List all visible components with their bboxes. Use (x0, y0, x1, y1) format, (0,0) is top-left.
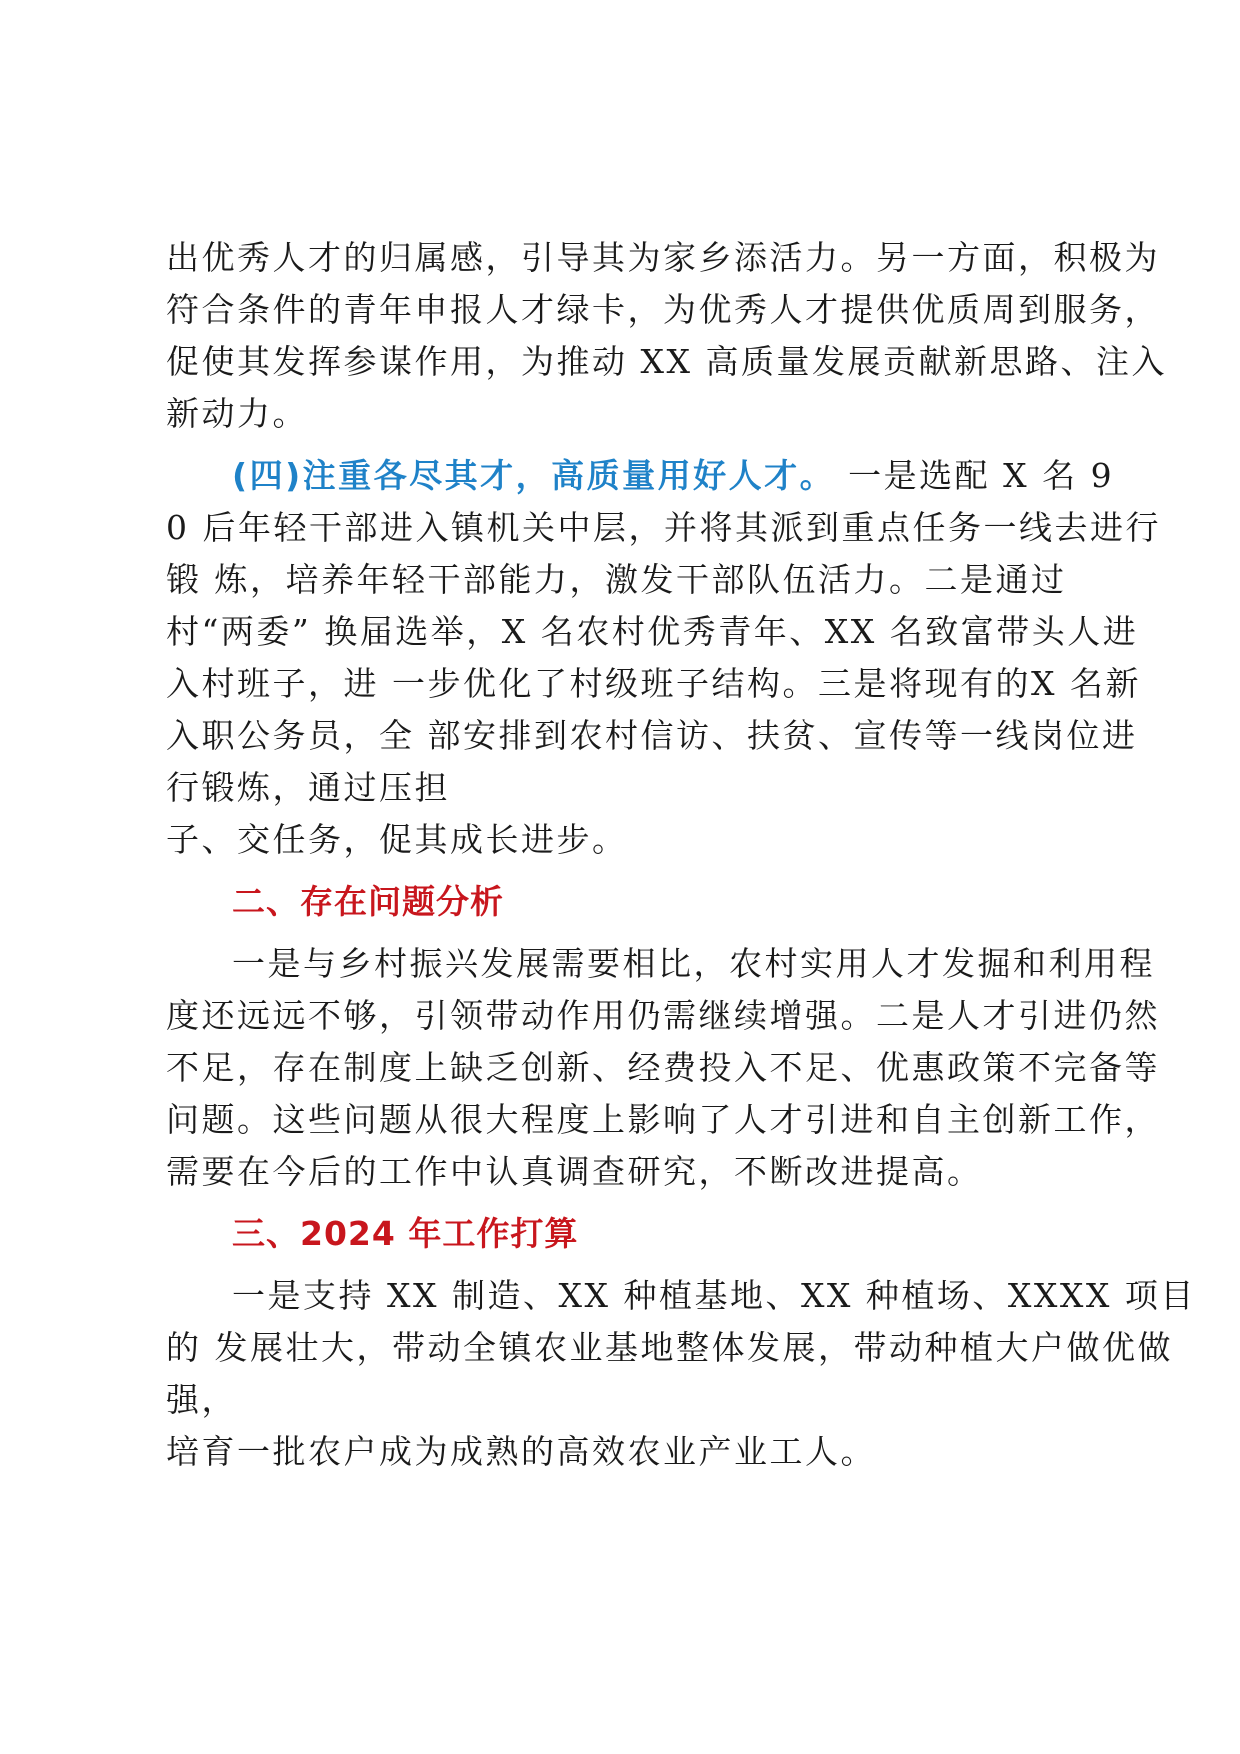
text-line: 锻 炼，培养年轻干部能力，激发干部队伍活力。二是通过 (166, 560, 1067, 599)
text-line: 的 发展壮大，带动全镇农业基地整体发展，带动种植大户做优做 (166, 1328, 1173, 1367)
paragraph-use-talent (166, 450, 1161, 866)
text-line: 入村班子，进 一步优化了村级班子结构。三是将现有的X 名新 (166, 664, 1141, 703)
text-line: 一是与乡村振兴发展需要相比，农村实用人才发掘和利用程 (232, 944, 1155, 983)
subsection-heading: (四)注重各尽其才，高质量用好人才。 (232, 456, 836, 495)
text-line: 出优秀人才的归属感，引导其为家乡添活力。另一方面，积极为 (166, 238, 1160, 277)
document-body (166, 232, 1196, 1478)
text-line: 度还远远不够，引领带动作用仍需继续增强。二是人才引进仍然 (166, 996, 1160, 1035)
paragraph-problems (166, 938, 1160, 1198)
text-line: 入职公务员，全 部安排到农村信访、扶贫、宣传等一线岗位进 (166, 716, 1138, 755)
text-line: 符合条件的青年申报人才绿卡，为优秀人才提供优质周到服务， (166, 290, 1160, 329)
text-line: 培育一批农户成为成熟的高效农业产业工人。 (166, 1432, 876, 1471)
text-line: 子、交任务，促其成长进步。 (166, 820, 628, 859)
section-heading-problems: 二、存在问题分析 (232, 882, 504, 921)
section-heading-plan: 三、2024 年工作打算 (232, 1214, 579, 1253)
text-line: 问题。这些问题从很大程度上影响了人才引进和自主创新工作， (166, 1100, 1160, 1139)
text-line: 一是支持 XX 制造、XX 种植基地、XX 种植场、XXXX 项目 (232, 1276, 1196, 1315)
paragraph-talent-belonging (166, 232, 1167, 440)
text-line: 村“两委” 换届选举，X 名农村优秀青年、XX 名致富带头人进 (166, 612, 1139, 651)
text-line: 促使其发挥参谋作用，为推动 XX 高质量发展贡献新思路、注入 (166, 342, 1167, 381)
text-line: 行锻炼，通过压担 (166, 768, 450, 807)
text-line (166, 450, 1115, 502)
text-line: 新动力。 (166, 394, 308, 433)
paragraph-plan (166, 1270, 1196, 1478)
text-run: 一是选配 X 名 9 (835, 456, 1115, 495)
text-line: 不足，存在制度上缺乏创新、经费投入不足、优惠政策不完备等 (166, 1048, 1160, 1087)
text-line: 0 后年轻干部进入镇机关中层，并将其派到重点任务一线去进行 (166, 508, 1161, 547)
text-line: 需要在今后的工作中认真调查研究，不断改进提高。 (166, 1152, 983, 1191)
text-line: 强， (166, 1380, 237, 1419)
